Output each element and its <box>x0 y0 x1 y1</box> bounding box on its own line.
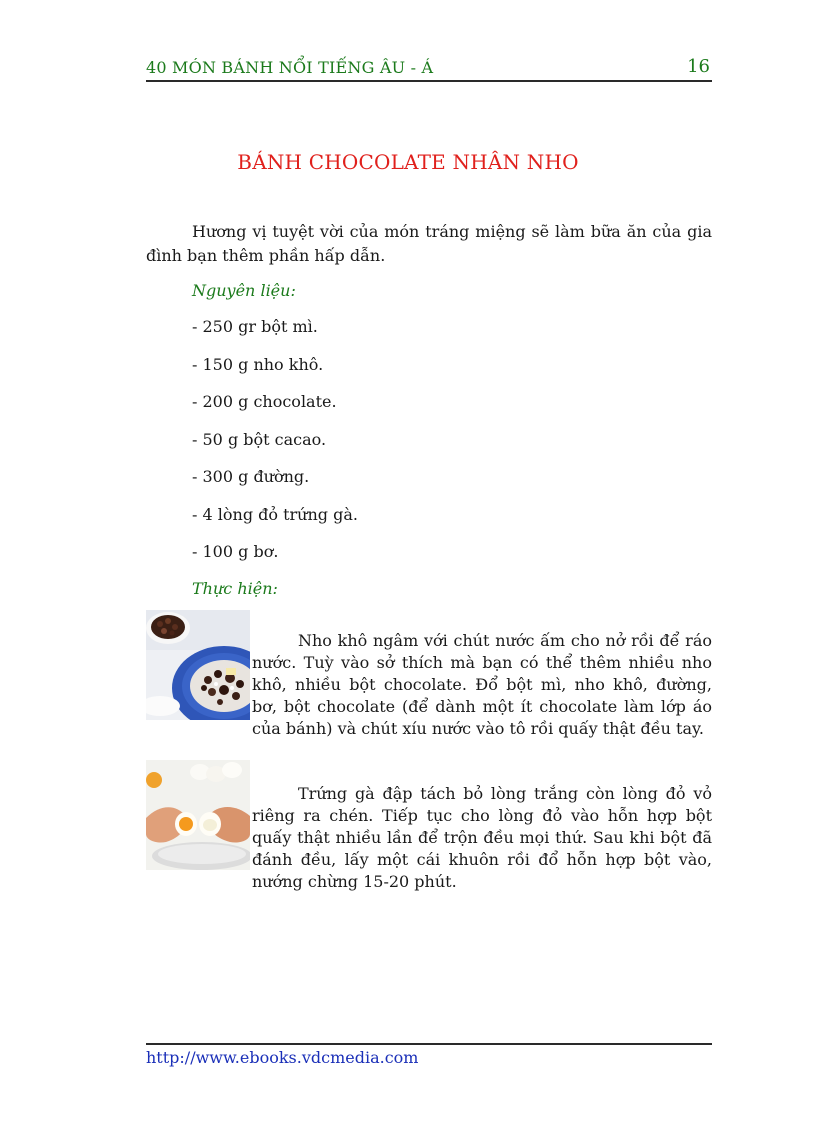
ingredients-heading: Nguyên liệu: <box>192 281 296 300</box>
page-number: 16 <box>687 56 710 77</box>
mixing-bowl-image <box>146 610 250 720</box>
page-header <box>146 56 712 82</box>
page-footer <box>146 1043 712 1067</box>
ingredient-item: - 300 g đường. <box>192 467 310 486</box>
ingredient-item: - 50 g bột cacao. <box>192 429 327 449</box>
intro-paragraph: Hương vị tuyệt vời của món tráng miệng sẽ làm bữa ăn của gia đình bạn thêm phần hấp dẫn. <box>146 222 712 265</box>
ingredient-list <box>192 317 358 580</box>
step-text: Nho khô ngâm với chút nước ấm cho nở rồi để ráo nước. Tuỳ vào sở thích mà bạn có thể thêm nhiều nho khô, nhiều bột chocolate. Đổ bột mì, nho khô, đường, bơ, bột chocolate (để dành một ít chocolate làm lớp áo của bánh) và chút xíu nước vào tô rồi quấy thật đều tay. <box>252 631 712 738</box>
ingredient-item: - 100 g bơ. <box>192 542 279 561</box>
recipe-title: BÁNH CHOCOLATE NHÂN NHO <box>237 150 579 174</box>
egg-separating-image <box>146 760 250 870</box>
ingredient-item: - 200 g chocolate. <box>192 392 337 411</box>
mixing-bowl-photo <box>146 610 250 720</box>
book-title: 40 MÓN BÁNH NỔI TIẾNG ÂU - Á <box>146 58 434 77</box>
website-link[interactable]: http://www.ebooks.vdcmedia.com <box>146 1048 419 1067</box>
step-text: Trứng gà đập tách bỏ lòng trắng còn lòng đỏ vỏ riêng ra chén. Tiếp tục cho lòng đỏ vào hỗn hợp bột quấy thật nhiều lần để trộn đều mọi thứ. Sau khi bột đã đánh đều, lấy một cái khuôn rồi đổ hỗn hợp bột vào, nướng chừng 15-20 phút. <box>252 784 712 891</box>
egg-separating-photo <box>146 760 250 870</box>
ingredient-item: - 150 g nho khô. <box>192 354 324 374</box>
method-heading: Thực hiện: <box>192 579 278 598</box>
ingredient-item: - 250 gr bột mì. <box>192 317 318 336</box>
ingredient-item: - 4 lòng đỏ trứng gà. <box>192 504 358 524</box>
